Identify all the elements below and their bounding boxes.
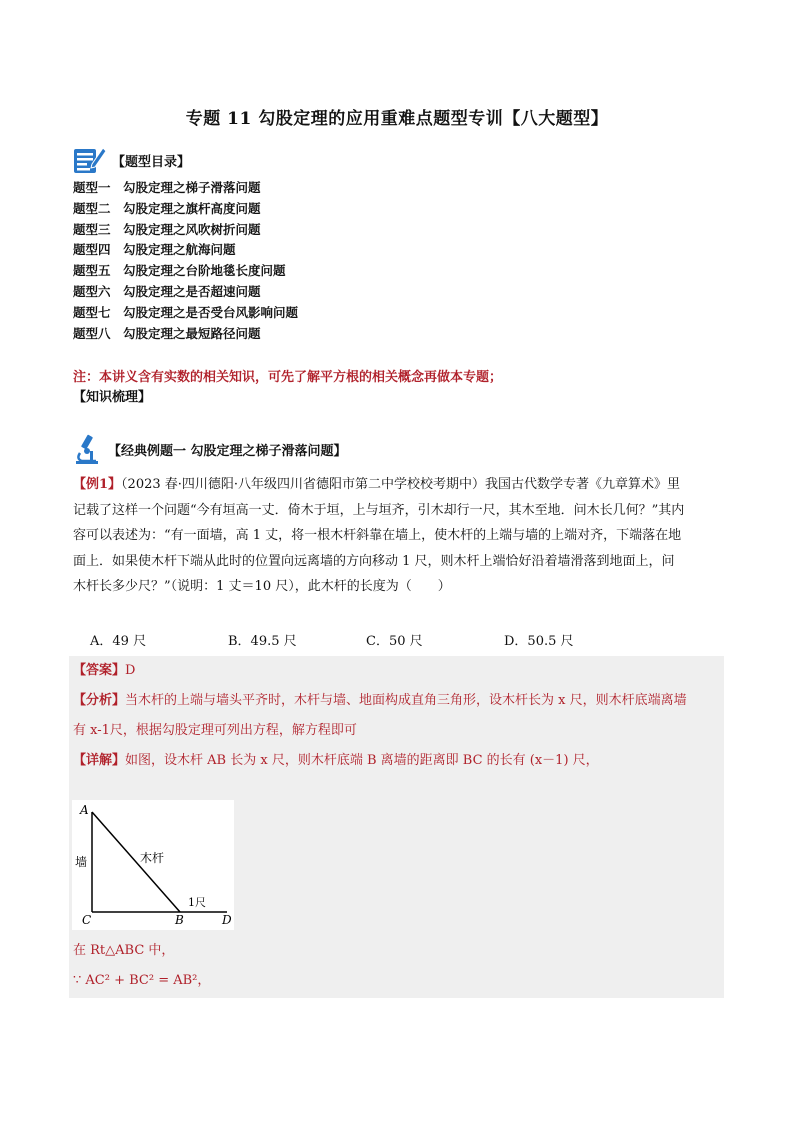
example-heading (72, 432, 347, 466)
toc-item: 题型六 勾股定理之是否超速问题 (73, 283, 261, 299)
label-gap: 1尺 (188, 896, 206, 909)
derivation-line-2: ∵ AC² + BC² = AB²， (73, 973, 211, 988)
question-text (73, 472, 723, 600)
toc-item: 题型八 勾股定理之最短路径问题 (73, 325, 261, 341)
page-title: 专题 11 勾股定理的应用重难点题型专训【八大题型】 (185, 109, 609, 129)
knowledge-heading: 【知识梳理】 (73, 390, 152, 405)
answer-choices (90, 630, 642, 649)
label-a: A (80, 803, 89, 817)
label-b: B (175, 913, 184, 927)
label-d: D (222, 913, 232, 927)
toc-item: 题型三 勾股定理之风吹树折问题 (73, 221, 261, 237)
label-c: C (82, 913, 92, 927)
question-line: 面上．如果使木杆下端从此时的位置向远离墙的方向移动 1 尺，则木杆上端恰好沿着墙滑落到地面上，问 (73, 553, 675, 569)
toc-item: 题型四 勾股定理之航海问题 (73, 242, 236, 258)
answer-line: 【答案】D (73, 663, 136, 678)
toc-heading (72, 143, 190, 177)
toc-heading-label: 【题型目录】 (112, 154, 191, 170)
notepad-pen-icon (72, 144, 106, 176)
question-tag: 【例1】 (73, 477, 122, 492)
toc-item: 题型七 勾股定理之是否受台风影响问题 (73, 304, 299, 320)
question-line: 【例1】（2023 春·四川德阳·八年级四川省德阳市第二中学校校考期中）我国古代数学专著《九章算术》里 (73, 477, 681, 492)
choice-a: A．49 尺 (90, 634, 147, 649)
detail-line: 【详解】如图，设木杆 AB 长为 x 尺，则木杆底端 B 离墙的距离即 BC 的长有 (x－1) 尺， (73, 753, 599, 768)
label-pole: 木杆 (140, 851, 165, 865)
note-text: 注：本讲义含有实数的相关知识，可先了解平方根的相关概念再做本专题； (73, 370, 503, 385)
question-line: 木杆长多少尺？”（说明：1 丈＝10 尺），此木杆的长度为（ ） (73, 579, 451, 594)
toc-item: 题型一 勾股定理之梯子滑落问题 (73, 180, 261, 195)
toc-item: 题型五 勾股定理之台阶地毯长度问题 (73, 263, 286, 279)
choice-c: C．50 尺 (366, 634, 423, 649)
analysis-line-2: 有 x-1尺，根据勾股定理可列出方程，解方程即可 (73, 723, 357, 738)
solution-block (69, 656, 724, 794)
derivation-line: 在 Rt△ABC 中， (73, 943, 175, 958)
triangle-figure (72, 800, 234, 930)
example-heading-label: 【经典例题一 勾股定理之梯子滑落问题】 (108, 443, 347, 459)
toc-list (73, 178, 298, 344)
derivation-block (69, 936, 724, 998)
toc-item: 题型二 勾股定理之旗杆高度问题 (73, 200, 261, 216)
question-line: 记载了这样一个问题“今有垣高一丈．倚木于垣，上与垣齐，引木却行一尺，其木至地．问木长几何？”其内 (73, 502, 685, 518)
microscope-icon (72, 433, 102, 465)
choice-d: D．50.5 尺 (504, 634, 574, 649)
choice-b: B．49.5 尺 (228, 634, 297, 649)
question-line: 容可以表述为：“有一面墙，高 1 丈，将一根木杆斜靠在墙上，使木杆的上端与墙的上端对齐，下端落在地 (73, 528, 682, 543)
analysis-line: 【分析】当木杆的上端与墙头平齐时，木杆与墙、地面构成直角三角形，设木杆长为 x 尺，则木杆底端离墙 (73, 693, 687, 708)
label-wall: 墙 (75, 855, 88, 869)
